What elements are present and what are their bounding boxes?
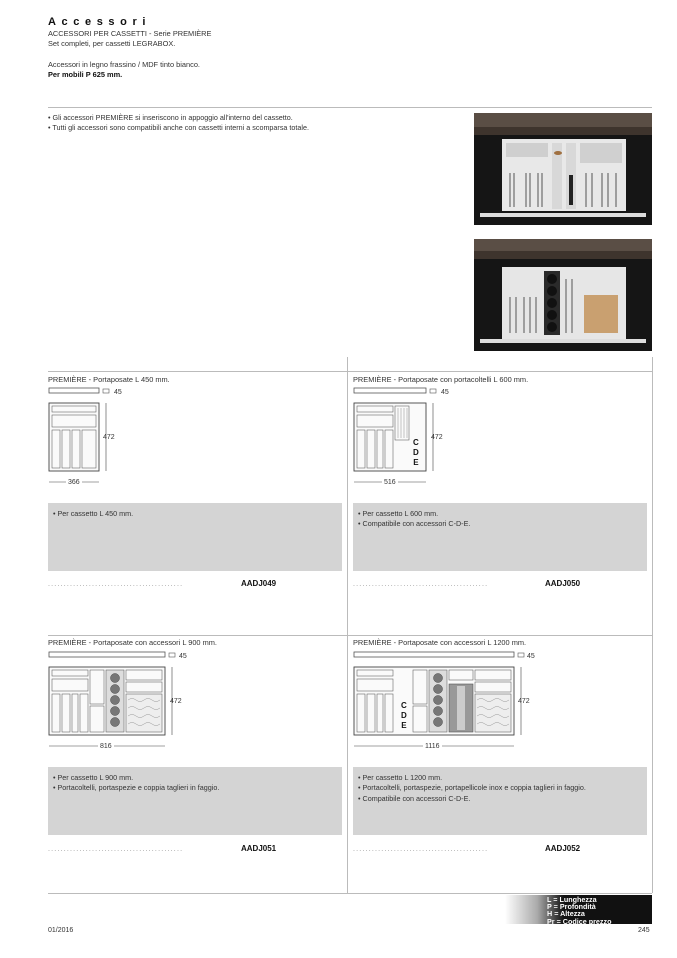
depth-dimension: 472 bbox=[170, 698, 182, 705]
grid-bottom-rule bbox=[48, 893, 652, 894]
width-dimension: 1116 bbox=[425, 743, 440, 750]
material-note: Accessori in legno frassino / MDF tinto bianco. bbox=[48, 60, 200, 69]
compat-letters: C D E bbox=[413, 438, 419, 467]
note-item: • Gli accessori PREMIÈRE si inseriscono in appoggio all'interno del cassetto. bbox=[48, 113, 293, 122]
depth-note: Per mobili P 625 mm. bbox=[48, 70, 123, 79]
product-title: PREMIÈRE - Portaposate L 450 mm. bbox=[48, 375, 170, 384]
product-title: PREMIÈRE - Portaposate con accessori L 900 mm. bbox=[48, 638, 217, 647]
features-box bbox=[353, 503, 647, 571]
height-dimension: 45 bbox=[441, 389, 449, 396]
grid-top-rule bbox=[48, 371, 652, 372]
feature-item: • Per cassetto L 1200 mm. bbox=[358, 773, 443, 782]
note-item: • Tutti gli accessori sono compatibili anche con cassetti interni a scomparsa totale. bbox=[48, 123, 309, 133]
grid-center-divider bbox=[347, 357, 348, 893]
legend-item: H = Altezza bbox=[547, 909, 585, 919]
feature-item: • Portacoltelli, portaspezie, portapellicole inox e coppia taglieri in faggio. bbox=[358, 783, 586, 793]
drawer-photo-2 bbox=[474, 239, 652, 351]
drawer-photo-1 bbox=[474, 113, 652, 225]
legend-item: P = Profondità bbox=[547, 902, 596, 912]
feature-item: • Per cassetto L 450 mm. bbox=[53, 509, 134, 518]
feature-item: • Compatibile con accessori C-D-E. bbox=[358, 793, 471, 803]
depth-dimension: 472 bbox=[431, 434, 443, 441]
product-code: AADJ051 bbox=[241, 844, 277, 853]
width-dimension: 366 bbox=[68, 479, 80, 486]
width-dimension: 516 bbox=[384, 479, 396, 486]
price-dots: ........................................... bbox=[353, 846, 489, 853]
depth-dimension: 472 bbox=[518, 698, 530, 705]
legend-item: L = Lunghezza bbox=[547, 895, 597, 904]
height-dimension: 45 bbox=[114, 389, 122, 396]
price-dots: ........................................... bbox=[353, 581, 489, 588]
product-drawing bbox=[48, 650, 188, 752]
product-drawing bbox=[353, 650, 533, 752]
feature-item: • Portacoltelli, portaspezie e coppia taglieri in faggio. bbox=[53, 783, 220, 793]
height-dimension: 45 bbox=[179, 653, 187, 660]
feature-item: • Per cassetto L 600 mm. bbox=[358, 509, 439, 518]
subtitle-category: ACCESSORI PER CASSETTI - Serie PREMIÈRE bbox=[48, 29, 212, 38]
product-title: PREMIÈRE - Portaposate con accessori L 1200 mm. bbox=[353, 638, 527, 647]
footer-date: 01/2016 bbox=[48, 927, 74, 934]
product-code: AADJ050 bbox=[545, 579, 581, 588]
price-dots: ........................................... bbox=[48, 581, 184, 588]
depth-dimension: 472 bbox=[103, 434, 115, 441]
subtitle-sets: Set completi, per cassetti LEGRABOX. bbox=[48, 39, 176, 48]
page-title: Accessori bbox=[48, 16, 151, 28]
features-box bbox=[48, 503, 342, 571]
notes-list bbox=[48, 113, 309, 134]
price-dots: ........................................... bbox=[48, 846, 184, 853]
grid-right-border bbox=[652, 357, 653, 893]
height-dimension: 45 bbox=[527, 653, 535, 660]
product-title: PREMIÈRE - Portaposate con portacoltelli L 600 mm. bbox=[353, 375, 529, 384]
product-code: AADJ049 bbox=[241, 579, 277, 588]
product-drawing bbox=[353, 386, 443, 488]
feature-item: • Per cassetto L 900 mm. bbox=[53, 773, 134, 782]
abbreviation-legend bbox=[505, 895, 652, 924]
compat-letters: C D E bbox=[401, 701, 407, 730]
grid-middle-rule bbox=[48, 635, 652, 636]
features-box bbox=[353, 767, 647, 835]
width-dimension: 816 bbox=[100, 743, 112, 750]
header-divider bbox=[48, 107, 652, 108]
legend-item: Pr = Codice prezzo bbox=[547, 916, 612, 926]
features-box bbox=[48, 767, 342, 835]
feature-item: • Compatibile con accessori C-D-E. bbox=[358, 519, 471, 529]
page-number: 245 bbox=[638, 927, 650, 934]
product-code: AADJ052 bbox=[545, 844, 581, 853]
product-drawing bbox=[48, 386, 138, 488]
